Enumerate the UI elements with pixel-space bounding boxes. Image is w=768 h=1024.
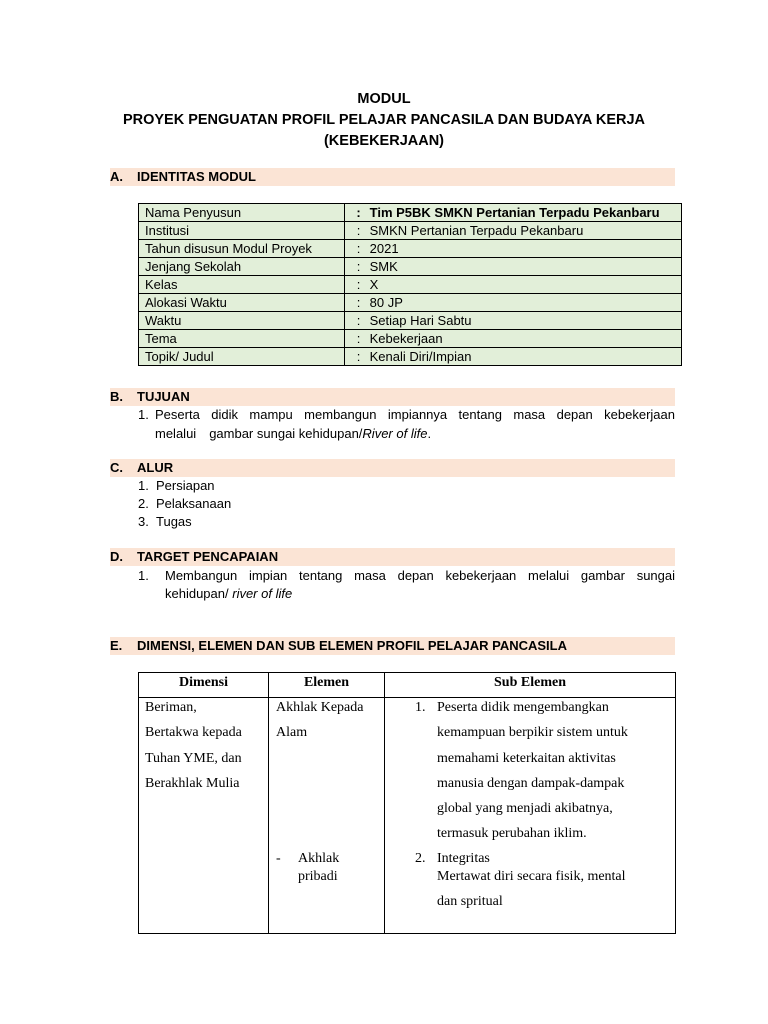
identity-key: Tahun disusun Modul Proyek bbox=[139, 240, 345, 258]
section-c-header bbox=[110, 459, 675, 477]
sub-elemen-number: 1. bbox=[415, 700, 426, 715]
identity-value-cell: : SMKN Pertanian Terpadu Pekanbaru bbox=[345, 222, 682, 240]
identity-value-cell: : 2021 bbox=[345, 240, 682, 258]
identity-key: Waktu bbox=[139, 312, 345, 330]
identity-key: Institusi bbox=[139, 222, 345, 240]
section-b-header bbox=[110, 388, 675, 406]
identity-value: SMKN Pertanian Terpadu Pekanbaru bbox=[369, 223, 584, 238]
section-title: DIMENSI, ELEMEN DAN SUB ELEMEN PROFIL PELAJAR PANCASILA bbox=[137, 638, 567, 653]
section-letter: B. bbox=[110, 389, 123, 404]
identity-row bbox=[139, 222, 682, 240]
identity-value-cell: : Setiap Hari Sabtu bbox=[345, 312, 682, 330]
column-header: Dimensi bbox=[179, 675, 228, 690]
section-title: TUJUAN bbox=[137, 389, 190, 404]
sub-elemen-cell: Mertawat diri secara fisik, mental dan spritual bbox=[437, 869, 626, 910]
tujuan-line2: melalui gambar sungai kehidupan/River of life. bbox=[155, 426, 432, 441]
alur-list bbox=[138, 477, 231, 531]
elemen-cell: - bbox=[276, 851, 281, 866]
identity-value: 80 JP bbox=[369, 295, 403, 310]
section-title: TARGET PENCAPAIAN bbox=[137, 549, 279, 564]
dimensi-table bbox=[138, 672, 676, 934]
column-header: Elemen bbox=[303, 675, 350, 690]
identity-value: 2021 bbox=[369, 241, 399, 256]
identity-key: Jenjang Sekolah bbox=[139, 258, 345, 276]
identity-value-cell: : Kenali Diri/Impian bbox=[345, 348, 682, 366]
identity-key: Kelas bbox=[139, 276, 345, 294]
section-letter: A. bbox=[110, 169, 123, 184]
column-header: Sub Elemen bbox=[494, 675, 566, 690]
sub-elemen-cell: Peserta didik mengembangkan kemampuan berpikir sistem untuk memahami keterkaitan aktivitas manusia dengan dampak-dampak global yang menjadi akibatnya, termasuk perubahan iklim. bbox=[437, 700, 628, 842]
module-title: MODUL bbox=[357, 91, 411, 107]
dimensi-cell: Beriman, Bertakwa kepada Tuhan YME, dan Berakhlak Mulia bbox=[145, 700, 242, 791]
elemen-cell: Akhlak Kepada Alam bbox=[276, 700, 364, 741]
section-title: ALUR bbox=[137, 460, 174, 475]
tujuan-line1: Peserta didik mampu membangun impiannya tentang masa depan kebekerjaan bbox=[155, 407, 675, 422]
identity-row bbox=[139, 312, 682, 330]
identity-value: X bbox=[369, 277, 379, 292]
list-item: 1. Persiapan bbox=[138, 478, 215, 493]
identity-row bbox=[139, 348, 682, 366]
section-letter: C. bbox=[110, 460, 123, 475]
section-d-header bbox=[110, 548, 675, 566]
identity-row bbox=[139, 330, 682, 348]
identity-value: Setiap Hari Sabtu bbox=[369, 313, 472, 328]
identity-row bbox=[139, 204, 682, 222]
list-item: 3. Tugas bbox=[138, 514, 192, 529]
identity-row bbox=[139, 276, 682, 294]
section-a-header bbox=[110, 168, 675, 186]
target-line1: Membangun impian tentang masa depan kebekerjaan melalui gambar sungai bbox=[165, 568, 675, 583]
target-item bbox=[138, 566, 675, 585]
module-theme: (KEBEKERJAAN) bbox=[323, 133, 445, 149]
identity-value-cell: : X bbox=[345, 276, 682, 294]
identity-value-cell: : SMK bbox=[345, 258, 682, 276]
identity-value-cell: : 80 JP bbox=[345, 294, 682, 312]
list-item: 2. Pelaksanaan bbox=[138, 496, 232, 511]
sub-elemen-number: 2. bbox=[415, 851, 426, 866]
identity-value: Kenali Diri/Impian bbox=[369, 349, 472, 364]
section-e-header bbox=[110, 637, 675, 655]
identity-row bbox=[139, 294, 682, 312]
identity-value-cell: : Tim P5BK SMKN Pertanian Terpadu Pekanbaru bbox=[345, 204, 682, 222]
section-title: IDENTITAS MODUL bbox=[137, 169, 256, 184]
target-line2: kehidupan/ river of life bbox=[165, 586, 293, 601]
identity-key: Alokasi Waktu bbox=[139, 294, 345, 312]
identity-value: SMK bbox=[369, 259, 398, 274]
sub-elemen-cell: Integritas bbox=[437, 851, 490, 866]
identity-value: Tim P5BK SMKN Pertanian Terpadu Pekanbaru bbox=[369, 205, 660, 220]
module-subtitle: PROYEK PENGUATAN PROFIL PELAJAR PANCASILA DAN BUDAYA KERJA bbox=[122, 112, 646, 128]
tujuan-number: 1. bbox=[138, 407, 149, 422]
identity-row bbox=[139, 240, 682, 258]
identity-key: Tema bbox=[139, 330, 345, 348]
tujuan-item bbox=[138, 405, 675, 424]
target-number: 1. bbox=[138, 568, 149, 583]
elemen-cell: Akhlak pribadi bbox=[298, 851, 340, 884]
identity-key: Nama Penyusun bbox=[139, 204, 345, 222]
identity-row bbox=[139, 258, 682, 276]
identity-key: Topik/ Judul bbox=[139, 348, 345, 366]
section-letter: D. bbox=[110, 549, 123, 564]
identity-table bbox=[138, 203, 682, 366]
identity-value-cell: : Kebekerjaan bbox=[345, 330, 682, 348]
identity-value: Kebekerjaan bbox=[369, 331, 443, 346]
section-letter: E. bbox=[110, 638, 123, 653]
